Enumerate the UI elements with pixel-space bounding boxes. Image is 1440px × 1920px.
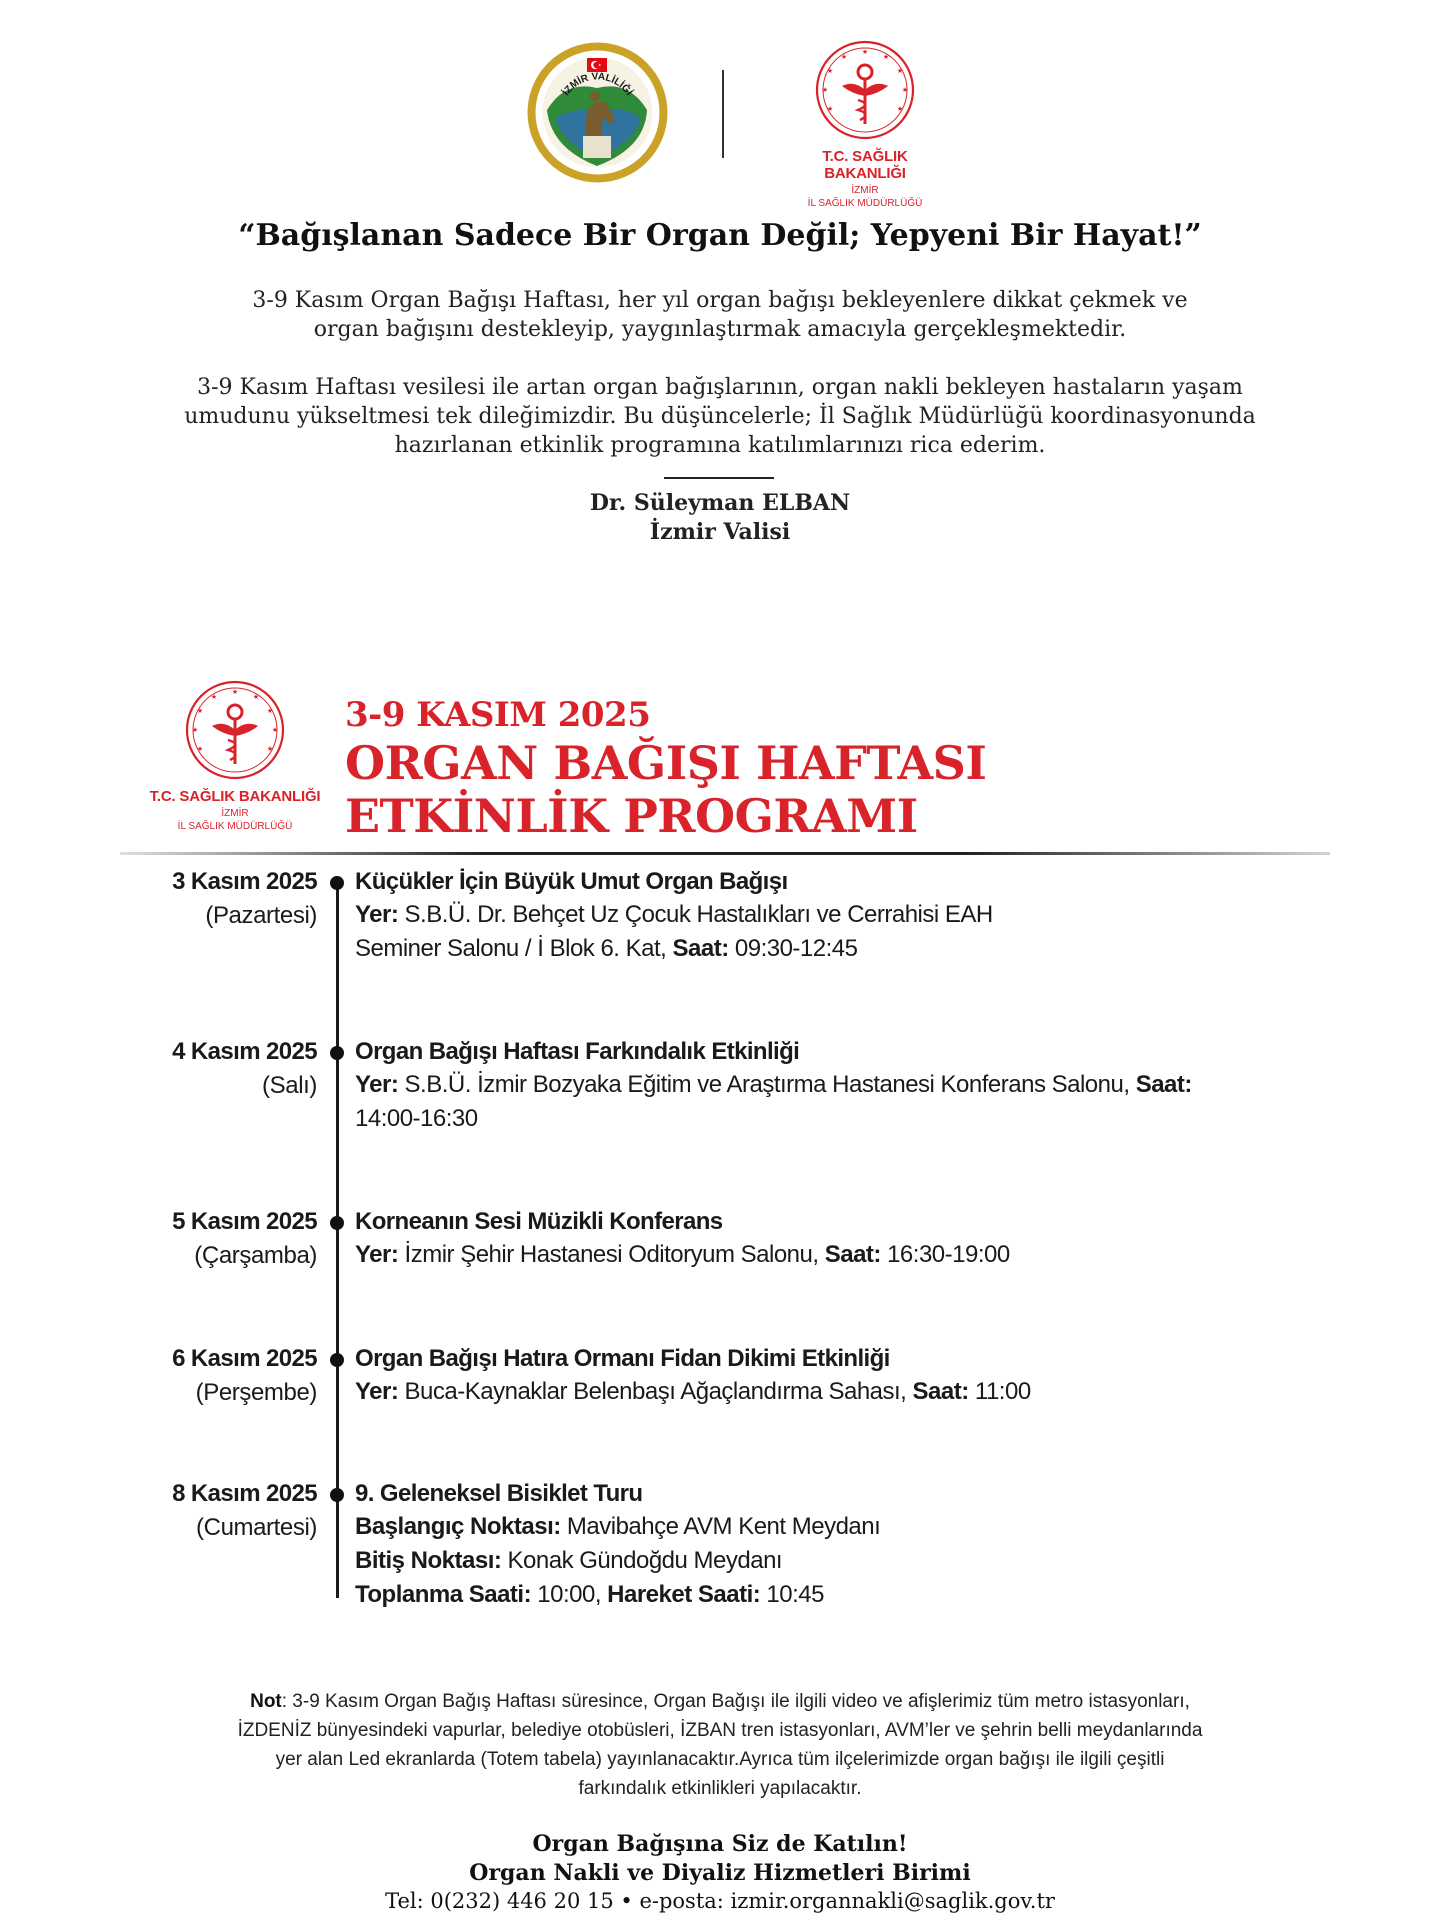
svg-text:★: ★: [901, 86, 909, 94]
signature-line: [664, 477, 774, 479]
event-time: 14:00-16:30: [355, 1105, 478, 1132]
intro-paragraph-2: [160, 373, 1280, 460]
svg-text:★: ★: [882, 53, 890, 61]
svg-text:★: ★: [896, 67, 904, 75]
event-date: 8 Kasım 2025: [172, 1480, 317, 1507]
timeline-dot: [330, 1353, 344, 1367]
svg-text:★: ★: [271, 726, 279, 734]
event-date: 5 Kasım 2025: [172, 1208, 317, 1235]
note-line1: Not: 3-9 Kasım Organ Bağış Haftası süresince, Organ Bağışı ile ilgili video ve afişlerimiz tüm metro istasyonları,: [250, 1691, 1190, 1712]
intro-p2-line1: 3-9 Kasım Haftası vesilesi ile artan organ bağışlarının, organ nakli bekleyen hastaların yaşam: [197, 375, 1243, 400]
note-line4: farkındalık etkinlikleri yapılacaktır.: [578, 1778, 862, 1799]
intro-p2-line3: hazırlanan etkinlik programına katılımlarınızı rica ederim.: [394, 433, 1046, 458]
event-title: Organ Bağışı Haftası Farkındalık Etkinliği: [355, 1038, 800, 1065]
note: [110, 1687, 1330, 1803]
saglik-emblem-icon: [790, 38, 940, 144]
event-day: (Cumartesi): [196, 1514, 317, 1541]
event-place: Yer: S.B.Ü. İzmir Bozyaka Eğitim ve Araştırma Hastanesi Konferans Salonu, Saat:: [355, 1071, 1192, 1098]
intro-p1-line1: 3-9 Kasım Organ Bağışı Haftası, her yıl organ bağışı bekleyenlere dikkat çekmek ve: [252, 288, 1188, 313]
event-title: 9. Geleneksel Bisiklet Turu: [355, 1480, 643, 1507]
event-day: (Salı): [262, 1072, 317, 1099]
svg-text:★: ★: [266, 707, 274, 715]
svg-text:★: ★: [196, 707, 204, 715]
signer-title: İzmir Valisi: [649, 519, 791, 545]
ministry-city: İZMİR: [851, 185, 879, 196]
saglik-emblem-icon: [145, 678, 325, 784]
program-divider: [120, 852, 1330, 855]
footer-cta: Organ Bağışına Siz de Katılın!: [532, 1831, 908, 1857]
event-end-point: Bitiş Noktası: Konak Gündoğdu Meydanı: [355, 1547, 783, 1574]
program-dates: 3-9 KASIM 2025: [345, 695, 651, 735]
event-date: 4 Kasım 2025: [172, 1038, 317, 1065]
saglik-bakanligi-logo-top: [790, 38, 940, 209]
event-title: Küçükler İçin Büyük Umut Organ Bağışı: [355, 868, 788, 895]
footer-unit: Organ Nakli ve Diyaliz Hizmetleri Birimi: [469, 1860, 971, 1886]
ministry-name: T.C. SAĞLIK BAKANLIĞI: [822, 148, 908, 182]
svg-text:★: ★: [821, 86, 829, 94]
svg-text:★: ★: [210, 693, 218, 701]
event-place: Yer: S.B.Ü. Dr. Behçet Uz Çocuk Hastalıkları ve Cerrahisi EAH: [355, 901, 993, 928]
program-title-line1: ORGAN BAĞIŞI HAFTASI: [345, 736, 987, 790]
event-times: Toplanma Saati: 10:00, Hareket Saati: 10:45: [355, 1581, 824, 1608]
ministry-city-program: İZMİR: [221, 808, 249, 819]
event-day: (Çarşamba): [194, 1242, 317, 1269]
intro-paragraph-1: [160, 286, 1280, 344]
ministry-name-program: T.C. SAĞLIK BAKANLIĞI: [149, 788, 321, 805]
event-day: (Perşembe): [195, 1379, 317, 1406]
footer-contact: Tel: 0(232) 446 20 15 • e-posta: izmir.organnakli@saglik.gov.tr: [385, 1889, 1055, 1913]
svg-text:★: ★: [826, 105, 834, 113]
event-place-time: Yer: Buca-Kaynaklar Belenbaşı Ağaçlandırma Sahası, Saat: 11:00: [355, 1378, 1031, 1405]
timeline-dot: [330, 1216, 344, 1230]
svg-text:★: ★: [191, 726, 199, 734]
slogan: “Bağışlanan Sadece Bir Organ Değil; Yepyeni Bir Hayat!”: [238, 218, 1202, 253]
intro-p2-line2: umudunu yükseltmesi tek dileğimizdir. Bu düşüncelerle; İl Sağlık Müdürlüğü koordinasyonunda: [184, 404, 1256, 429]
note-line2: İZDENİZ bünyesindeki vapurlar, belediye otobüsleri, İZBAN tren istasyonları, AVM’ler ve şehrin belli meydanlarında: [237, 1720, 1203, 1741]
event-start-point: Başlangıç Noktası: Mavibahçe AVM Kent Meydanı: [355, 1513, 881, 1540]
ministry-unit: İL SAĞLIK MÜDÜRLÜĞÜ: [807, 198, 923, 209]
event-date: 3 Kasım 2025: [172, 868, 317, 895]
signer-name: Dr. Süleyman ELBAN: [589, 490, 851, 516]
saglik-bakanligi-logo-program: [145, 678, 325, 838]
event-title: Organ Bağışı Hatıra Ormanı Fidan Dikimi Etkinliği: [355, 1345, 890, 1372]
izmir-valiligi-logo: [525, 40, 670, 185]
event-place-time: Yer: İzmir Şehir Hastanesi Oditoryum Salonu, Saat: 16:30-19:00: [355, 1241, 1010, 1268]
logo-divider: [722, 70, 724, 158]
svg-text:★: ★: [266, 745, 274, 753]
event-date: 6 Kasım 2025: [172, 1345, 317, 1372]
ministry-unit-program: İL SAĞLIK MÜDÜRLÜĞÜ: [177, 821, 293, 832]
timeline-dot: [330, 1046, 344, 1060]
svg-text:★: ★: [231, 688, 239, 696]
event-title: Korneanın Sesi Müzikli Konferans: [355, 1208, 723, 1235]
svg-text:★: ★: [252, 693, 260, 701]
event-day: (Pazartesi): [205, 902, 317, 929]
svg-text:★: ★: [840, 53, 848, 61]
svg-text:★: ★: [826, 67, 834, 75]
timeline-dot: [330, 1488, 344, 1502]
timeline-dot: [330, 876, 344, 890]
note-line3: yer alan Led ekranlarda (Totem tabela) yayınlanacaktır.Ayrıca tüm ilçelerimizde organ bağışı ile ilgili çeşitli: [275, 1749, 1165, 1770]
valilik-logo-text: İZMİR VALİLİĞİ: [560, 71, 635, 98]
program-title-line2: ETKİNLİK PROGRAMI: [345, 789, 918, 843]
svg-text:★: ★: [896, 105, 904, 113]
event-place-time: Seminer Salonu / İ Blok 6. Kat, Saat: 09:30-12:45: [355, 935, 858, 962]
svg-text:★: ★: [196, 745, 204, 753]
intro-p1-line2: organ bağışını destekleyip, yaygınlaştırmak amacıyla gerçekleşmektedir.: [313, 317, 1127, 342]
svg-text:★: ★: [861, 48, 869, 56]
